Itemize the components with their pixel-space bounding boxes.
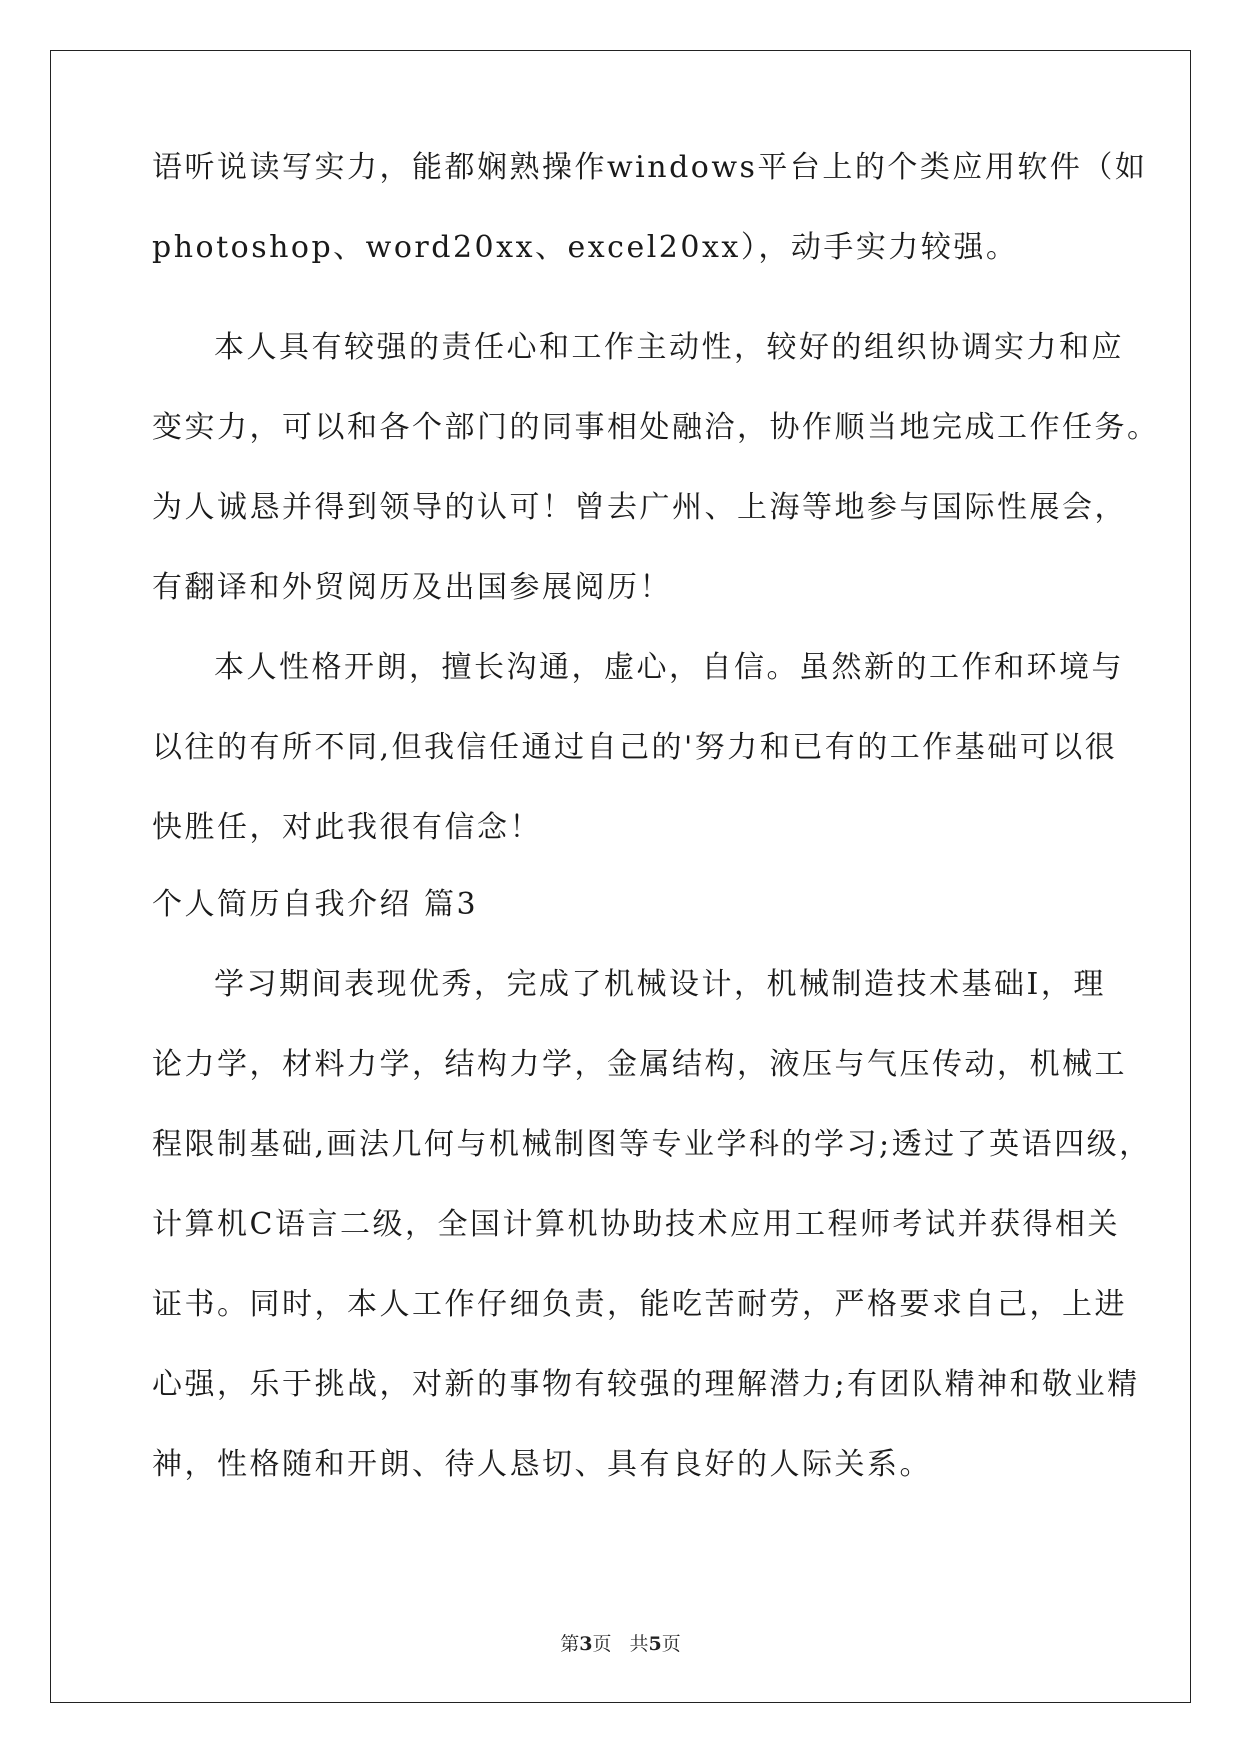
text-line: 计算机C语言二级，全国计算机协助技术应用工程师考试并获得相关: [152, 1207, 1120, 1242]
paragraph-start-line: 本人性格开朗，擅长沟通，虚心，自信。虽然新的工作和环境与: [214, 650, 1124, 685]
page-prefix: 第: [560, 1633, 580, 1655]
text-line: 程限制基础,画法几何与机械制图等专业学科的学习;透过了英语四级，: [152, 1127, 1152, 1162]
section-heading: 个人简历自我介绍 篇3: [152, 887, 479, 922]
text-line: 以往的有所不同,但我信任通过自己的'努力和已有的工作基础可以很: [152, 730, 1118, 765]
text-line: 有翻译和外贸阅历及出国参展阅历！: [152, 570, 672, 605]
text-line: 语听说读写实力，能都娴熟操作windows平台上的个类应用软件（如: [152, 150, 1148, 185]
page-suffix: 页: [592, 1633, 612, 1655]
text-line: 为人诚恳并得到领导的认可！曾去广州、上海等地参与国际性展会，: [152, 490, 1127, 525]
page-number: 3: [579, 1633, 593, 1655]
total-pages: 5: [648, 1633, 662, 1655]
total-suffix: 页: [661, 1633, 681, 1655]
paragraph-start-line: 学习期间表现优秀，完成了机械设计，机械制造技术基础Ⅰ，理: [214, 967, 1106, 1002]
paragraph-start-line: 本人具有较强的责任心和工作主动性，较好的组织协调实力和应: [214, 330, 1124, 365]
text-line: 快胜任，对此我很有信念！: [152, 810, 542, 845]
text-line: 心强，乐于挑战，对新的事物有较强的理解潜力;有团队精神和敬业精: [152, 1367, 1140, 1402]
text-line: 论力学，材料力学，结构力学，金属结构，液压与气压传动，机械工: [152, 1047, 1127, 1082]
total-prefix: 共: [629, 1633, 649, 1655]
text-line: 神，性格随和开朗、待人恳切、具有良好的人际关系。: [152, 1447, 932, 1482]
text-line: 证书。同时，本人工作仔细负责，能吃苦耐劳，严格要求自己，上进: [152, 1287, 1127, 1322]
text-line: photoshop、word20xx、excel20xx），动手实力较强。: [152, 230, 1019, 265]
page-footer: [0, 1632, 1241, 1656]
text-line: 变实力，可以和各个部门的同事相处融洽，协作顺当地完成工作任务。: [152, 410, 1160, 445]
